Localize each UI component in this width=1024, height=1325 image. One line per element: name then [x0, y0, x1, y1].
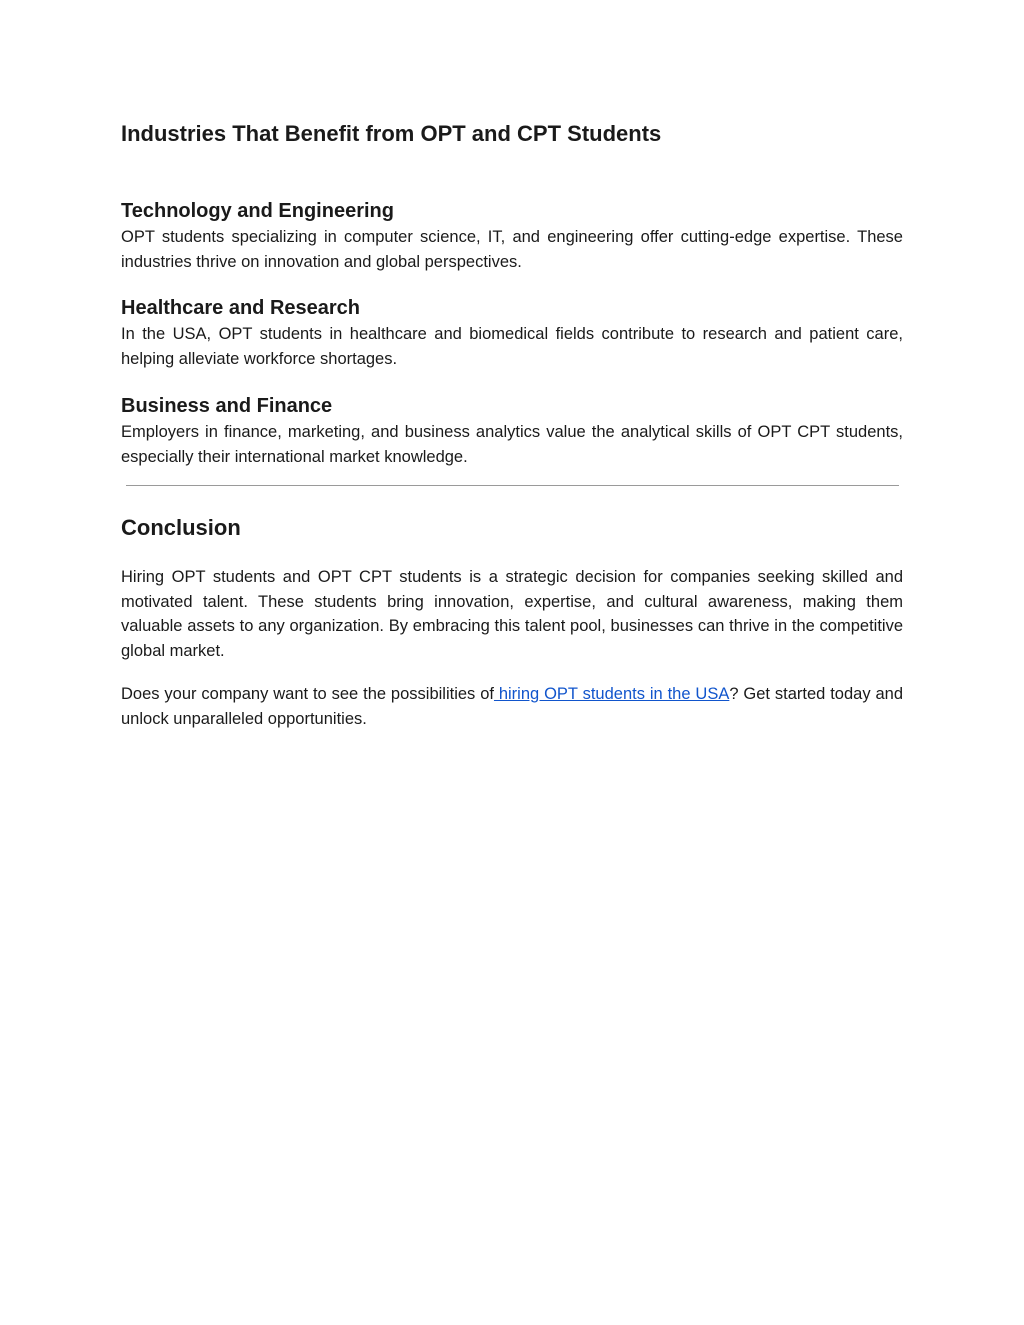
conclusion-paragraph: Hiring OPT students and OPT CPT students is a strategic decision for companies seeking skilled and motivated talent. These students bring innovation, expertise, and cultural awareness, making them valuable assets to any organization. By embracing this talent pool, businesses can thrive in the competitive global market. [121, 568, 903, 660]
section-body: OPT students specializing in computer science, IT, and engineering offer cutting-edge expertise. These industries thrive on innovation and global perspectives. [121, 228, 903, 271]
horizontal-divider [126, 485, 899, 486]
section-heading: Healthcare and Research [121, 297, 361, 319]
section-technology-engineering [121, 198, 903, 274]
section-heading: Business and Finance [121, 395, 333, 417]
section-business-finance [121, 393, 903, 469]
call-to-action-paragraph [121, 682, 903, 731]
cta-text-after: ? Get started today and unlock unparalleled opportunities. [121, 685, 903, 728]
section-heading: Technology and Engineering [121, 200, 394, 222]
cta-text-before: Does your company want to see the possibilities of [121, 685, 494, 703]
conclusion-heading: Conclusion [121, 515, 241, 540]
page-title: Industries That Benefit from OPT and CPT Students [121, 121, 662, 146]
hiring-opt-students-link[interactable]: hiring OPT students in the USA [493, 685, 730, 703]
section-body: Employers in finance, marketing, and business analytics value the analytical skills of OPT CPT students, especially their international market knowledge. [121, 423, 903, 466]
section-body: In the USA, OPT students in healthcare and biomedical fields contribute to research and patient care, helping alleviate workforce shortages. [121, 325, 903, 368]
section-healthcare-research [121, 295, 903, 371]
